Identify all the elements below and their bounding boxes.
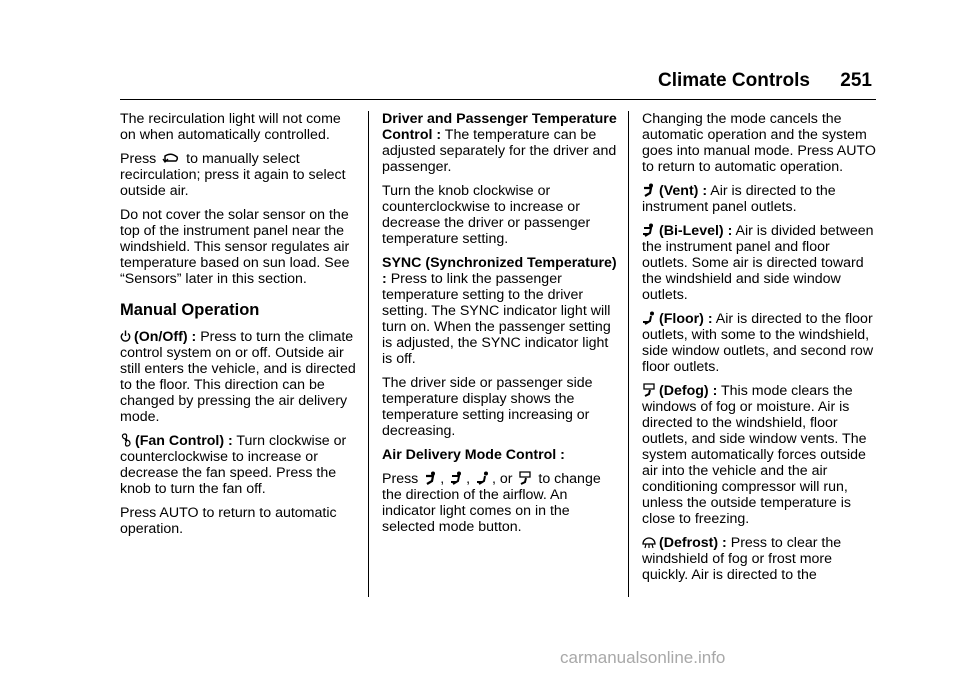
paragraph-recirc-press — [120, 151, 356, 199]
paragraph-temp-display: The driver side or passenger side temperature display shows the temperature setting increasing or decreasing. — [382, 375, 593, 439]
watermark: carmanualsonline.info — [560, 648, 726, 667]
sync-term: SYNC (Synchronized Temperature) : — [382, 255, 617, 287]
paragraph-solar-sensor: Do not cover the solar sensor on the top of the instrument panel near the windshield. This sensor regulates air temperature based on sun load. See “Sensors” later in this section. — [120, 207, 350, 287]
defog-term: (Defog) : — [659, 383, 718, 399]
floor-text: Air is directed to the floor outlets, with some to the windshield, side window outlets, and second row floor outlets. — [642, 311, 874, 375]
paragraph-temperature-control — [382, 111, 618, 175]
recirculation-icon — [162, 153, 180, 165]
page-header-title: Climate Controls — [657, 70, 810, 91]
power-icon — [120, 330, 131, 343]
or-label: , or — [492, 471, 513, 487]
floor-term: (Floor) : — [659, 311, 713, 327]
on-off-term: (On/Off) : — [134, 329, 197, 345]
floor-icon — [476, 471, 490, 485]
header-rule — [120, 99, 876, 100]
page-number: 251 — [840, 70, 872, 91]
defrost-icon — [642, 535, 656, 549]
floor-icon — [642, 311, 656, 325]
recirc-description: to manually select recirculation; press it again to select outside air. — [120, 151, 346, 199]
temperature-control-term: Driver and Passenger Temperature Control : — [382, 111, 617, 143]
press-label: Press — [382, 471, 419, 487]
defog-icon — [642, 383, 656, 397]
fan-control-text: Turn clockwise or counterclockwise to increase or decrease the fan speed. Press the knob to turn the fan off. — [120, 433, 347, 497]
vent-text: Air is directed to the instrument panel outlets. — [642, 183, 836, 215]
paragraph-fan-control — [120, 433, 356, 497]
temperature-control-text: The temperature can be adjusted separately for the driver and passenger. — [382, 127, 617, 175]
defog-text: This mode clears the windows of fog or moisture. Air is directed to the windshield, floor outlets, and side window vents. The system automatically forces outside air into the vehicle and the air conditioning compressor will run, unless the outside temperature is close to freezing. — [642, 383, 867, 527]
paragraph-auto: Press AUTO to return to automatic operation. — [120, 505, 337, 537]
column-divider-2 — [628, 111, 629, 597]
section-heading-manual-operation: Manual Operation — [120, 301, 260, 319]
press-label: Press — [120, 151, 157, 167]
column-3 — [642, 111, 878, 591]
fan-icon — [120, 433, 132, 447]
paragraph-bi-level — [642, 223, 878, 303]
bi-level-term: (Bi-Level) : — [659, 223, 733, 239]
vent-term: (Vent) : — [659, 183, 708, 199]
column-1 — [120, 111, 356, 545]
paragraph-knob: Turn the knob clockwise or counterclockwise to increase or decrease the driver or passenger temperature setting. — [382, 183, 591, 247]
paragraph-floor — [642, 311, 878, 375]
vent-icon — [424, 471, 438, 485]
paragraph-on-off — [120, 329, 356, 425]
column-2 — [382, 111, 618, 543]
bi-level-text: Air is divided between the instrument panel and floor outlets. Some air is directed toward the windshield and side window outlets. — [642, 223, 874, 303]
column-divider-1 — [368, 111, 369, 597]
paragraph-vent — [642, 183, 878, 215]
defrost-term: (Defrost) : — [659, 535, 727, 551]
fan-control-term: (Fan Control) : — [135, 433, 233, 449]
paragraph-air-delivery-term — [382, 447, 618, 463]
defrost-text: Press to clear the windshield of fog or frost more quickly. Air is directed to the — [642, 535, 842, 583]
paragraph-air-delivery-press: Press , , , or to change the direction of the airflow. An indicator light comes on in the selected mode button. — [382, 471, 601, 535]
sync-text: Press to link the passenger temperature setting to the driver setting. The SYNC indicator light will turn on. When the passenger setting is adjusted, the SYNC indicator light is off. — [382, 271, 611, 367]
vent-icon — [642, 183, 656, 197]
on-off-text: Press to turn the climate control system on or off. Outside air still enters the vehicle, and is directed to the floor. This direction can be changed by pressing the air delivery mode. — [120, 329, 356, 425]
bi-level-icon — [450, 471, 464, 485]
paragraph-recirc-light: The recirculation light will not come on when automatically controlled. — [120, 111, 341, 143]
paragraph-defrost — [642, 535, 878, 583]
air-delivery-term: Air Delivery Mode Control : — [382, 447, 565, 463]
defog-icon — [518, 471, 532, 485]
paragraph-sync — [382, 255, 618, 367]
bi-level-icon — [642, 223, 656, 237]
paragraph-defog — [642, 383, 878, 527]
air-delivery-text: to change the direction of the airflow. An indicator light comes on in the selected mode button. — [382, 471, 601, 535]
paragraph-mode-change: Changing the mode cancels the automatic operation and the system goes into manual mode. Press AUTO to return to automatic operation. — [642, 111, 876, 175]
